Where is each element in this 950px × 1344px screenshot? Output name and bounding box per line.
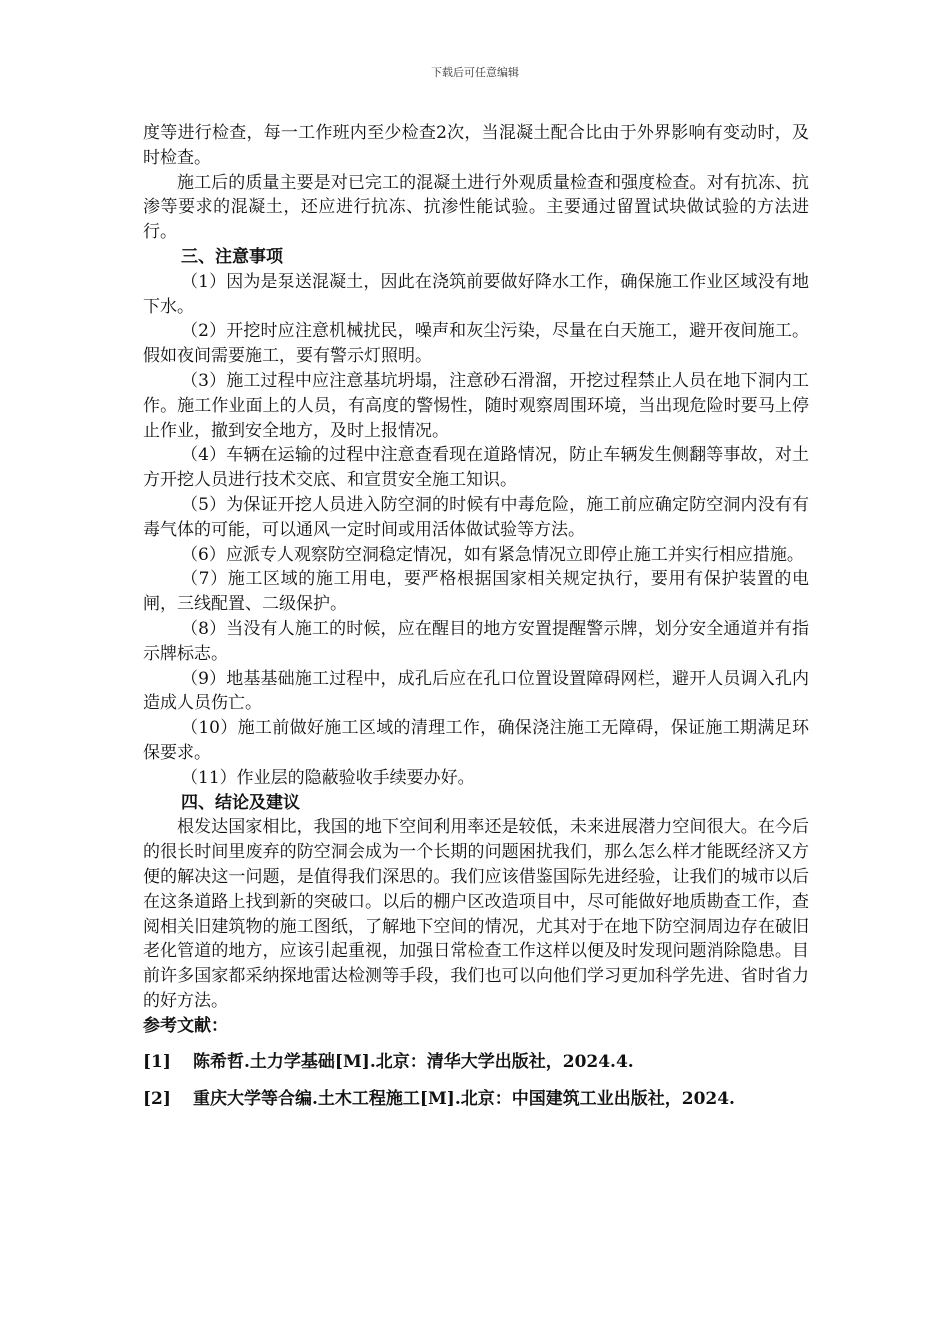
list-item: （5）为保证开挖人员进入防空洞的时候有中毒危险，施工前应确定防空洞内没有有毒气体的可能，可以通风一定时间或用活体做试验等方法。 <box>143 494 809 540</box>
paragraph: 度等进行检查，每一工作班内至少检查2次，当混凝土配合比由于外界影响有变动时，及时检查。 <box>143 123 809 168</box>
paragraph: 根发达国家相比，我国的地下空间利用率还是较低，未来进展潜力空间很大。在今后的很长时间里废弃的防空洞会成为一个长期的问题困扰我们，那么怎么样才能既经济又方便的解决这一问题，是值得我们深思的。我们应该借鉴国际先进经验，让我们的城市以后在这条道路上找到新的突破口。以后的棚户区改造项目中，尽可能做好地质勘查工作，查阅相关旧建筑物的施工图纸，了解地下空间的情况，尤其对于在地下防空洞周边存在破旧老化管道的地方，应该引起重视，加强日常检查工作这样以便及时发现问题消除隐患。目前许多国家都采纳探地雷达检测等手段，我们也可以向他们学习更加科学先进、省时省力的好方法。 <box>143 817 809 1011</box>
list-item: （4）车辆在运输的过程中注意查看现在道路情况，防止车辆发生侧翻等事故，对土方开挖人员进行技术交底、和宣贯安全施工知识。 <box>143 445 809 491</box>
list-item: （10）施工前做好施工区域的清理工作，确保浇注施工无障碍，保证施工期满足环保要求。 <box>143 718 809 763</box>
list-item: （2）开挖时应注意机械扰民，噪声和灰尘污染，尽量在白天施工，避开夜间施工。假如夜间需要施工，要有警示灯照明。 <box>143 321 809 367</box>
list-item: （6）应派专人观察防空洞稳定情况，如有紧急情况立即停止施工并实行相应措施。 <box>181 544 804 565</box>
paragraph: 施工后的质量主要是对已完工的混凝土进行外观质量检查和强度检查。对有抗冻、抗渗等要求的混凝土，还应进行抗冻、抗渗性能试验。主要通过留置试块做试验的方法进行。 <box>143 172 809 243</box>
references-title: 参考文献： <box>143 1015 228 1036</box>
list-item: （9）地基基础施工过程中，成孔后应在孔口位置设置障碍网栏，避开人员调入孔内造成人员伤亡。 <box>143 668 809 714</box>
reference-item <box>143 1087 809 1112</box>
list-item: （8）当没有人施工的时候，应在醒目的地方安置提醒警示牌，划分安全通道并有指示牌标志。 <box>143 618 809 664</box>
list-item: （3）施工过程中应注意基坑坍塌，注意砂石滑溜，开挖过程禁止人员在地下洞内工作。施工作业面上的人员，有高度的警惕性，随时观察周围环境，当出现危险时要马上停止作业，撤到安全地方，及时上报情况。 <box>143 370 809 441</box>
list-item: （11）作业层的隐蔽验收手续要办好。 <box>181 767 475 788</box>
section-heading: 四、结论及建议 <box>181 792 300 813</box>
reference-text: 陈希哲.土力学基础[M].北京：清华大学出版社，2024.4. <box>193 1052 634 1073</box>
page-header: 下载后可任意编辑 <box>431 66 519 79</box>
reference-number: [2] <box>143 1089 171 1110</box>
reference-item <box>143 1050 809 1075</box>
document-body <box>143 121 809 1112</box>
section-heading: 三、注意事项 <box>181 246 283 267</box>
list-item: （7）施工区域的施工用电，要严格根据国家相关规定执行，要用有保护装置的电闸，三线配置、二级保护。 <box>143 569 809 615</box>
list-item: （1）因为是泵送混凝土，因此在浇筑前要做好降水工作，确保施工作业区域没有地下水。 <box>143 271 809 317</box>
reference-number: [1] <box>143 1052 171 1073</box>
reference-text: 重庆大学等合编.土木工程施工[M].北京：中国建筑工业出版社，2024. <box>193 1089 735 1110</box>
